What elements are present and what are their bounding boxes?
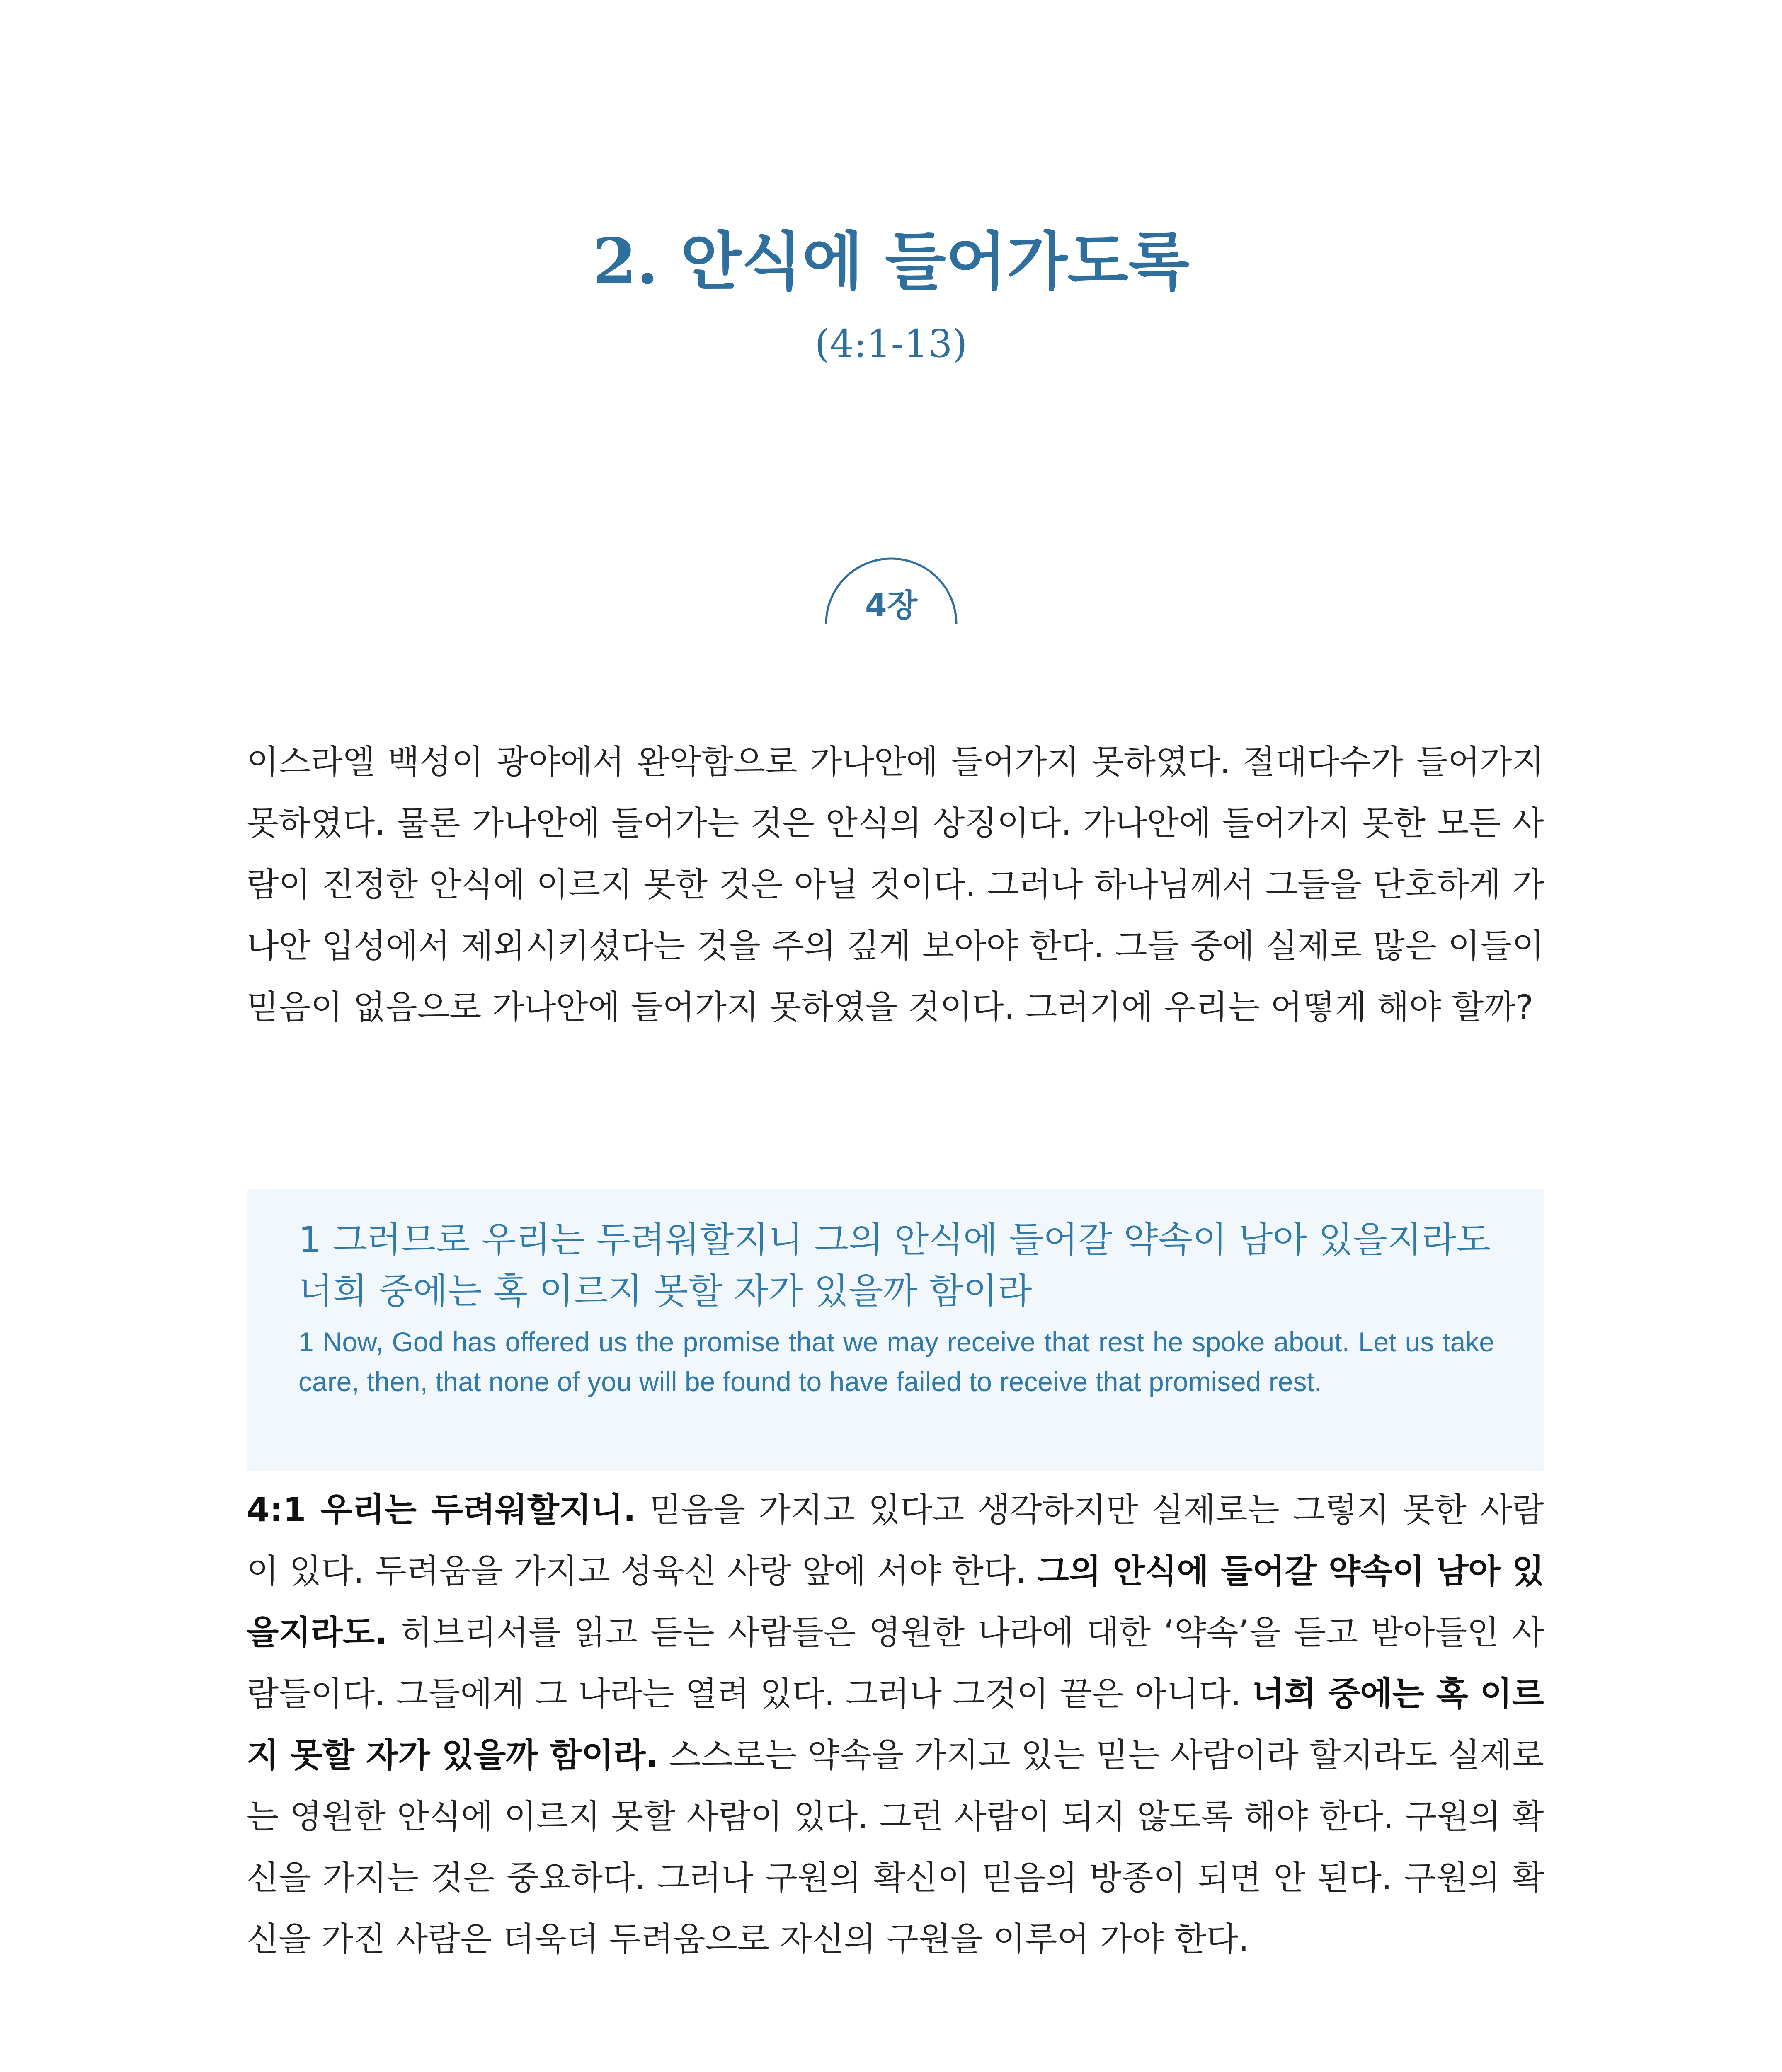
- commentary-heading-3: 너희 중에는 혹 이르지 못할 자가 있을까 함이라.: [247, 1675, 1544, 1774]
- verse-korean: 1 그러므로 우리는 두려워할지니 그의 안식에 들어갈 약속이 남아 있을지라도 너희 중에는 혹 이르지 못할 자가 있을까 함이라: [298, 1219, 1491, 1312]
- chapter-badge: [823, 557, 960, 626]
- section-reference: (4:1-13): [815, 322, 967, 366]
- commentary-text-1: 믿음을 가지고 있다고 생각하지만 실제로는 그렇지 못한 사람이 있다. 두려움을 가지고 성육신 사랑 앞에 서야 한다.: [247, 1491, 1544, 1590]
- commentary-paragraph: [247, 1479, 1544, 1970]
- verse-box: [247, 1189, 1544, 1471]
- commentary-heading-1: 4:1 우리는 두려워할지니.: [247, 1491, 636, 1529]
- verse-english: 1 Now, God has offered us the promise that we may receive that rest he spoke about. Let us take care, then, that none of you will be found to have failed to receive that promised rest.: [298, 1326, 1494, 1397]
- commentary-heading-2: 그의 안식에 들어갈 약속이 남아 있을지라도.: [247, 1552, 1544, 1652]
- chapter-label: 4장: [865, 587, 918, 624]
- intro-paragraph: 이스라엘 백성이 광야에서 완악함으로 가나안에 들어가지 못하였다. 절대다수가 들어가지 못하였다. 물론 가나안에 들어가는 것은 안식의 상징이다. 가나안에 들어가지 못한 모든 사람이 진정한 안식에 이르지 못한 것은 아닐 것이다. 그러나 하나님께서 그들을 단호하게 가나안 입성에서 제외시키셨다는 것을 주의 깊게 보아야 한다. 그들 중에 실제로 많은 이들이 믿음이 없음으로 가나안에 들어가지 못하였을 것이다. 그러기에 우리는 어떻게 해야 할까?: [247, 743, 1544, 1026]
- commentary-text-3: 스스로는 약속을 가지고 있는 믿는 사람이라 할지라도 실제로는 영원한 안식에 이르지 못할 사람이 있다. 그런 사람이 되지 않도록 해야 한다. 구원의 확신을 가지는 것은 중요하다. 그러나 구원의 확신이 믿음의 방종이 되면 안 된다. 구원의 확신을 가진 사람은 더욱더 두려움으로 자신의 구원을 이루어 가야 한다.: [247, 1736, 1544, 1958]
- commentary-text-2: 히브리서를 읽고 듣는 사람들은 영원한 나라에 대한 ‘약속’을 듣고 받아들인 사람들이다. 그들에게 그 나라는 열려 있다. 그러나 그것이 끝은 아니다.: [247, 1613, 1544, 1713]
- section-title: 2. 안식에 들어가도록: [592, 224, 1190, 298]
